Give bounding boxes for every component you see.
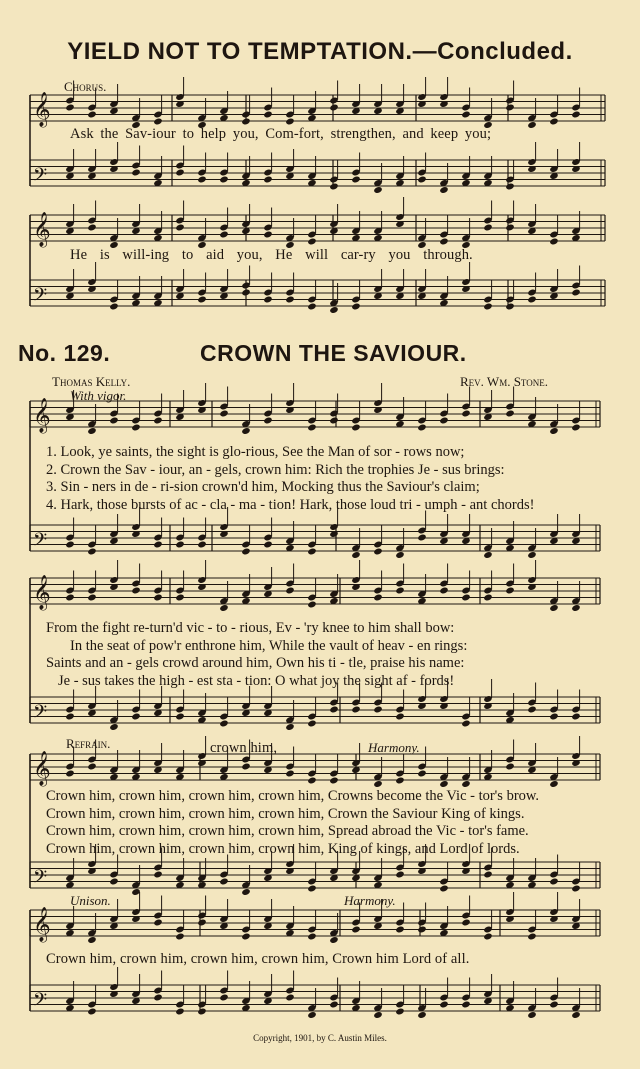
- lyric-line: Ask the Sav-iour to help you, Com-fort, strengthen, and keep you;: [70, 126, 492, 142]
- verse-line: 1. Look, ye saints, the sight is glo-rious, See the Man of sor - rows now;: [46, 444, 465, 460]
- svg-text:𝄞: 𝄞: [33, 92, 51, 127]
- svg-text:𝄞: 𝄞: [33, 751, 51, 786]
- hymn-title: CROWN THE SAVIOUR.: [200, 340, 467, 366]
- refrain-block: [46, 788, 539, 858]
- svg-text:𝄢: 𝄢: [33, 702, 48, 727]
- refrain-line: Crown him, crown him, crown him, crown him, Crown the Saviour King of kings.: [46, 805, 525, 822]
- harmony-label: Harmony.: [368, 740, 420, 755]
- chorus-label: Chorus.: [64, 79, 107, 94]
- continued-title: YIELD NOT TO TEMPTATION.—Concluded.: [67, 38, 573, 65]
- verse-line: Saints and an - gels crowd around him, Own his ti - tle, praise his name:: [46, 655, 465, 671]
- svg-text:𝄢: 𝄢: [33, 285, 48, 310]
- verse-line: 4. Hark, those bursts of ac - cla - ma - tion! Hark, those loud tri - umph - ant chords!: [46, 496, 535, 513]
- svg-text:𝄢: 𝄢: [33, 165, 48, 190]
- refrain-label: Refrain.: [66, 736, 111, 751]
- svg-text:𝄞: 𝄞: [33, 907, 51, 942]
- refrain-line: Crown him, crown him, crown him, crown him, Crowns become the Vic - tor's brow.: [46, 788, 540, 804]
- author-credit: Thomas Kelly.: [52, 374, 131, 389]
- verse-block-b: [46, 620, 467, 690]
- verse-line: 3. Sin - ners in de - ri-sion crown'd him, Mocking thus the Saviour's claim;: [46, 479, 480, 495]
- refrain-line: Crown him, crown him, crown him, crown him, Spread abroad the Vic - tor's fame.: [46, 823, 529, 839]
- verse-line: In the seat of pow'r enthrone him, While the vault of heav - en rings:: [70, 637, 468, 654]
- svg-text:𝄞: 𝄞: [33, 398, 51, 433]
- svg-text:𝄢: 𝄢: [33, 867, 48, 892]
- verse-line: Je - sus takes the high - est sta - tion: O what joy the sight af - fords!: [58, 672, 455, 689]
- hymn-number: No. 129.: [18, 340, 111, 366]
- verse-line: 2. Crown the Sav - iour, an - gels, crown him: Rich the trophies Je - sus brings:: [46, 461, 505, 478]
- verse-line: From the fight re-turn'd vic - to - rious, Ev - 'ry knee to him shall bow:: [46, 620, 455, 636]
- verse-block-a: [46, 444, 534, 514]
- lyric-line: He is will-ing to aid you, He will car-ry you through.: [70, 247, 473, 263]
- svg-text:𝄢: 𝄢: [33, 990, 48, 1015]
- unison-label: Unison.: [70, 893, 111, 908]
- harmony-label-2: Harmony.: [344, 893, 396, 908]
- svg-text:𝄞: 𝄞: [33, 212, 51, 247]
- svg-text:𝄞: 𝄞: [33, 575, 51, 610]
- copyright-notice: Copyright, 1901, by C. Austin Miles.: [253, 1033, 387, 1043]
- cue-text: crown him,: [210, 740, 278, 756]
- refrain-line: Crown him, crown him, crown him, crown him, King of kings, and Lord of lords.: [46, 840, 520, 857]
- svg-text:𝄢: 𝄢: [33, 530, 48, 555]
- final-lyric-line: Crown him, crown him, crown him, crown him, Crown him Lord of all.: [46, 951, 470, 967]
- composer-credit: Rev. Wm. Stone.: [460, 374, 549, 389]
- tempo-marking: With vigor.: [70, 388, 127, 403]
